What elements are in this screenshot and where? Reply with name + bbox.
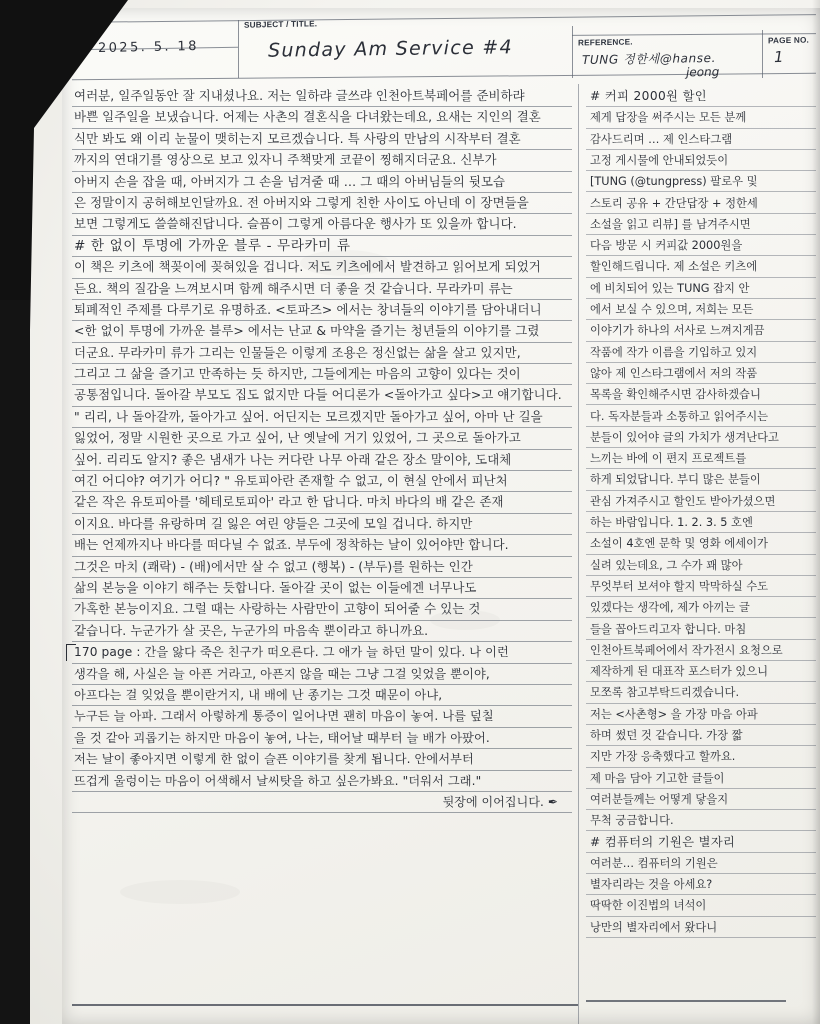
body-line: [72, 578, 572, 599]
page-edge-shading: [812, 0, 820, 1024]
column-separator: [578, 84, 579, 1024]
body-line: [72, 471, 572, 492]
body-line: [72, 728, 572, 749]
line-text: 않아 제 인스타그램에서 저의 작품: [590, 366, 758, 380]
margin-line: [586, 682, 816, 703]
body-line: [72, 642, 572, 663]
body-line: [72, 86, 572, 107]
margin-line: [586, 171, 816, 192]
reference-label: REFERENCE.: [578, 37, 633, 48]
margin-bottom-rule: [586, 1000, 786, 1002]
body-line: [72, 343, 572, 364]
line-text: 스토리 공유 + 간단답장 + 정한세: [590, 196, 758, 210]
line-text: 이야기가 하나의 서사로 느껴지게끔: [590, 324, 765, 338]
line-text: 여러분… 컴퓨터의 기원은: [590, 856, 718, 870]
divider-subject-reference: [572, 26, 573, 78]
margin-line: [586, 299, 816, 320]
line-text: 할인해드립니다. 제 소설은 키츠에: [590, 260, 758, 274]
margin-line: [586, 704, 816, 725]
line-text: 저는 <사촌형> 을 가장 마음 아파: [590, 707, 758, 721]
line-text: 하며 썼던 것 같습니다. 가장 짧: [590, 729, 743, 743]
margin-line: [586, 789, 816, 810]
subject-value: Sunday Am Service #4: [267, 36, 514, 62]
reference-value-continued: jeong: [685, 64, 720, 80]
margin-line: [586, 256, 816, 277]
body-line: [72, 172, 572, 193]
line-text: 든요. 책의 질감을 느껴보시며 함께 해주시면 더 좋을 것 같습니다. 무라카미 류는: [74, 280, 513, 296]
line-text: 이 책은 키츠에 책꽂이에 꽂혀있을 겁니다. 저도 키츠에에서 발견하고 읽어보게 되었거: [74, 259, 541, 275]
line-text: 여러분, 일주일동안 잘 지내셨나요. 저는 일하랴 글쓰랴 인천아트북페어를 준비하랴: [74, 88, 525, 103]
line-text: 관심 가져주시고 할인도 받아가셨으면: [590, 494, 776, 508]
body-line: [72, 771, 572, 792]
line-text: 보면 그렇게도 쓸쓸해진답니다. 슬픔이 그렇게 아름다운 행사가 또 있을까 합니다.: [74, 216, 517, 232]
line-text: 여긴 어디야? 여기가 어디? " 유토피아란 존재할 수 없고, 이 현실 안에서 피난처: [74, 473, 508, 489]
margin-line: [586, 363, 816, 384]
body-line: [72, 321, 572, 342]
line-text: 그리고 그 삶을 즐기고 만족하는 듯 하지만, 그들에게는 마음의 고향이 있다는 것이: [74, 366, 521, 382]
margin-line: [586, 555, 816, 576]
body-line: [72, 214, 572, 235]
line-text: 바쁜 일주일을 보냈습니다. 어제는 사촌의 결혼식을 다녀왔는데요, 요새는 지인의 결혼: [74, 109, 541, 125]
line-text: 삶의 본능을 이야기 해주는 듯합니다. 돌아갈 곳이 없는 이들에겐 너무나도: [74, 579, 477, 595]
line-text: 공통점입니다. 돌아갈 부모도 집도 없지만 다들 어디론가 <돌아가고 싶다>고 얘기합니다.: [74, 387, 562, 403]
page-label: PAGE NO.: [768, 35, 810, 46]
line-text: # 커피 2000원 할인: [590, 89, 707, 104]
margin-line: [586, 746, 816, 767]
margin-line: [586, 597, 816, 618]
body-line: [72, 664, 572, 685]
line-text: 무척 궁금합니다.: [590, 814, 674, 828]
line-text: 뒷장에 이어집니다. ✒: [442, 794, 558, 809]
body-signature-line: [72, 792, 572, 813]
line-text: 별자리라는 것을 아세요?: [590, 878, 713, 892]
date-value: 2025. 5. 18: [97, 38, 199, 57]
body-line: [72, 621, 572, 642]
line-text: 퇴폐적인 주제를 다루기로 유명하죠. <토파즈> 에서는 창녀들의 이야기를 담아내더니: [74, 301, 542, 317]
line-text: 싶어. 리리도 알지? 좋은 냄새가 나는 커다란 나무 아래 같은 장소 말이야, 도대체: [74, 451, 512, 467]
margin-line: [586, 917, 816, 938]
body-line: [72, 749, 572, 770]
margin-line: [586, 129, 816, 150]
body-line: [72, 428, 572, 449]
line-text: " 리리, 나 돌아갈까, 돌아가고 싶어. 어딘지는 모르겠지만 돌아가고 싶어, 아마 난 길을: [74, 408, 543, 424]
body-line: [72, 385, 572, 406]
line-text: 생각을 해, 사실은 늘 아픈 거라고, 아픈지 않을 때는 그냥 그걸 잊었을 뿐이야,: [74, 666, 490, 681]
line-text: 까지의 연대기를 영상으로 보고 있자니 주책맞게 코끝이 찡해지더군요. 신부가: [74, 152, 497, 168]
body-line: [72, 557, 572, 578]
margin-section-heading: [586, 86, 816, 107]
margin-line: [586, 150, 816, 171]
margin-line: [586, 427, 816, 448]
line-text: 인천아트북페어에서 작가전시 요청으로: [590, 643, 783, 657]
line-text: 분들이 있어야 글의 가치가 생겨난다고: [590, 430, 779, 444]
line-text: 있겠다는 생각에, 제가 아끼는 글: [590, 601, 750, 615]
page-value: 1: [773, 47, 784, 67]
line-text: 하게 되었답니다. 부디 많은 분들이: [590, 473, 761, 487]
line-text: 작품에 작가 이름을 기입하고 있지: [590, 345, 758, 359]
body-line: [72, 535, 572, 556]
body-line: [72, 300, 572, 321]
margin-line: [586, 214, 816, 235]
margin-line: [586, 235, 816, 256]
line-text: 다음 방문 시 커피값 2000원을: [590, 239, 743, 253]
line-text: 소설을 읽고 리뷰] 를 남겨주시면: [590, 217, 751, 231]
body-line: [72, 279, 572, 300]
line-text: 무엇부터 보셔야 할지 막막하실 수도: [590, 579, 769, 593]
line-text: 이지요. 바다를 유랑하며 길 잃은 여린 양들은 그곳에 모일 겁니다. 하지만: [74, 515, 473, 531]
line-text: 더군요. 무라카미 류가 그리는 인물들은 이렇게 조용은 정신없는 삶을 살고 있지만,: [74, 344, 521, 360]
line-text: 고정 게시물에 안내되었듯이: [590, 154, 729, 167]
body-bottom-rule: [72, 1004, 578, 1006]
form-header: [72, 14, 816, 80]
body-line: [72, 107, 572, 128]
line-text: 느끼는 바에 이 편지 프로젝트를: [590, 452, 747, 466]
body-line: [72, 193, 572, 214]
margin-line: [586, 895, 816, 916]
line-text: 아버지 손을 잡을 때, 아버지가 그 손을 넘겨줄 때 … 그 때의 아버님들의 뒷모습: [74, 173, 506, 189]
margin-line: [586, 618, 816, 639]
line-text: 그것은 마치 (쾌락) - (배)에서만 살 수 없고 (행복) - (부두)를 원하는 인간: [74, 558, 473, 574]
line-text: 지만 가장 응축했다고 할까요.: [590, 750, 736, 764]
line-text: 제게 답장을 써주시는 모든 분께: [590, 111, 747, 125]
divider-date-subject: [238, 20, 239, 78]
body-line: [72, 514, 572, 535]
margin-line: [586, 192, 816, 213]
line-text: 뜨겁게 울렁이는 마음이 어색해서 날씨탓을 하고 싶은가봐요. "더워서 그래.": [74, 773, 482, 788]
margin-line: [586, 853, 816, 874]
subject-label: SUBJECT / TITLE.: [244, 19, 318, 30]
line-text: 식만 봐도 왜 이리 눈물이 맺히는지 모르겠습니다. 특 사랑의 만남의 시작부터 결혼: [74, 130, 521, 146]
margin-line: [586, 725, 816, 746]
divider-reference-page: [762, 30, 763, 78]
line-text: 여러분들께는 어떻게 닿을지: [590, 792, 729, 806]
line-text: 가혹한 본능이지요. 그럴 때는 사랑하는 사람만이 고향이 되어줄 수 있는 것: [74, 601, 481, 617]
body-line: [72, 599, 572, 620]
margin-line: [586, 320, 816, 341]
margin-line: [586, 469, 816, 490]
line-text: 낭만의 별자리에서 왔다니: [590, 920, 718, 934]
line-text: 감사드리며 … 제 인스타그램: [590, 132, 733, 146]
line-text: 에서 보실 수 있으며, 저희는 모든: [590, 303, 754, 317]
line-text: 제작하게 된 대표작 포스터가 있으니: [590, 665, 769, 679]
scanner-shadow-edge: [0, 300, 30, 1024]
body-line: [72, 450, 572, 471]
body-line: [72, 706, 572, 727]
body-line: [72, 129, 572, 150]
line-text: 잃었어, 정말 시원한 곳으로 가고 싶어, 난 옛날에 거기 있었어, 그 곳으로 돌아가고: [74, 430, 521, 446]
margin-line: [586, 810, 816, 831]
line-text: 소설이 4호엔 문학 및 영화 에세이가: [590, 537, 768, 551]
margin-line: [586, 576, 816, 597]
line-text: 배는 언제까지나 바다를 떠다닐 수 없죠. 부두에 정착하는 날이 있어야만 합니다.: [74, 537, 509, 553]
margin-line: [586, 342, 816, 363]
margin-line: [586, 768, 816, 789]
body-line: [72, 685, 572, 706]
header-top-rule: [72, 14, 816, 23]
margin-section-heading: [586, 831, 816, 852]
margin-line: [586, 384, 816, 405]
margin-line: [586, 533, 816, 554]
reference-value: TUNG 정한세@hanse.: [581, 50, 717, 68]
body-line: [72, 364, 572, 385]
line-text: <한 없이 투명에 가까운 블루> 에서는 난교 & 마약을 즐기는 청년들의 이야기를 그렸: [74, 323, 540, 339]
body-line: [72, 492, 572, 513]
margin-line: [586, 278, 816, 299]
line-text: 목록을 확인해주시면 감사하겠습니: [590, 388, 761, 402]
line-text: 을 것 같아 괴롭기는 하지만 마음이 놓여, 나는, 태어날 때부터 늘 배가 아팠어.: [74, 730, 490, 745]
margin-line: [586, 448, 816, 469]
margin-line: [586, 874, 816, 895]
line-text: 저는 날이 좋아지면 이렇게 한 없이 슬픈 이야기를 찾게 됩니다. 안에서부터: [74, 752, 474, 767]
line-text: 170 page : 간을 앓다 죽은 친구가 떠오른다. 그 애가 늘 하던 말이 있다. 나 이런: [74, 645, 509, 660]
margin-line: [586, 661, 816, 682]
body-text-column: [72, 86, 572, 1016]
line-text: 딱딱한 이진법의 녀석이: [590, 899, 707, 913]
body-line: [72, 407, 572, 428]
line-text: [TUNG (@tungpress) 팔로우 및: [590, 175, 758, 189]
margin-line: [586, 512, 816, 533]
margin-line: [586, 491, 816, 512]
margin-text-column: [586, 86, 816, 1024]
line-text: 모쪼록 참고부탁드리겠습니다.: [590, 686, 740, 700]
line-text: # 컴퓨터의 기원은 별자리: [590, 834, 736, 849]
body-section-heading: [72, 236, 572, 257]
line-text: # 한 없이 투명에 가까운 블루 - 무라카미 류: [74, 237, 351, 254]
body-line: [72, 150, 572, 171]
margin-line: [586, 405, 816, 426]
margin-line: [586, 640, 816, 661]
body-line: [72, 257, 572, 278]
line-text: 다. 독자분들과 소통하고 읽어주시는: [590, 409, 769, 423]
line-text: 같습니다. 누군가가 살 곳은, 누군가의 마음속 뿐이라고 하니까요.: [74, 622, 429, 638]
line-text: 들을 꼽아드리고자 합니다. 마침: [590, 622, 747, 636]
line-text: 실려 있는데요, 그 수가 꽤 많아: [590, 558, 743, 572]
line-text: 같은 작은 유토피아를 '헤테로토피아' 라고 한 답니다. 마치 바다의 배 같은 존재: [74, 494, 504, 510]
margin-line: [586, 107, 816, 128]
line-text: 아프다는 걸 잊었을 뿐이란거지, 내 배에 난 종기는 그것 때문이 아냐,: [74, 687, 443, 702]
line-text: 제 마음 담아 기고한 글들이: [590, 771, 725, 785]
line-text: 은 정말이지 공허해보인달까요. 전 아버지와 그렇게 친한 사이도 아닌데 이 장면들을: [74, 194, 529, 210]
line-text: 누구든 늘 아파. 그래서 아렇하게 통증이 일어나면 괜히 마음이 놓여. 나를 덮칠: [74, 709, 494, 724]
line-text: 에 비치되어 있는 TUNG 잡지 안: [590, 281, 750, 295]
line-text: 하는 바람입니다. 1. 2. 3. 5 호엔: [590, 516, 753, 530]
